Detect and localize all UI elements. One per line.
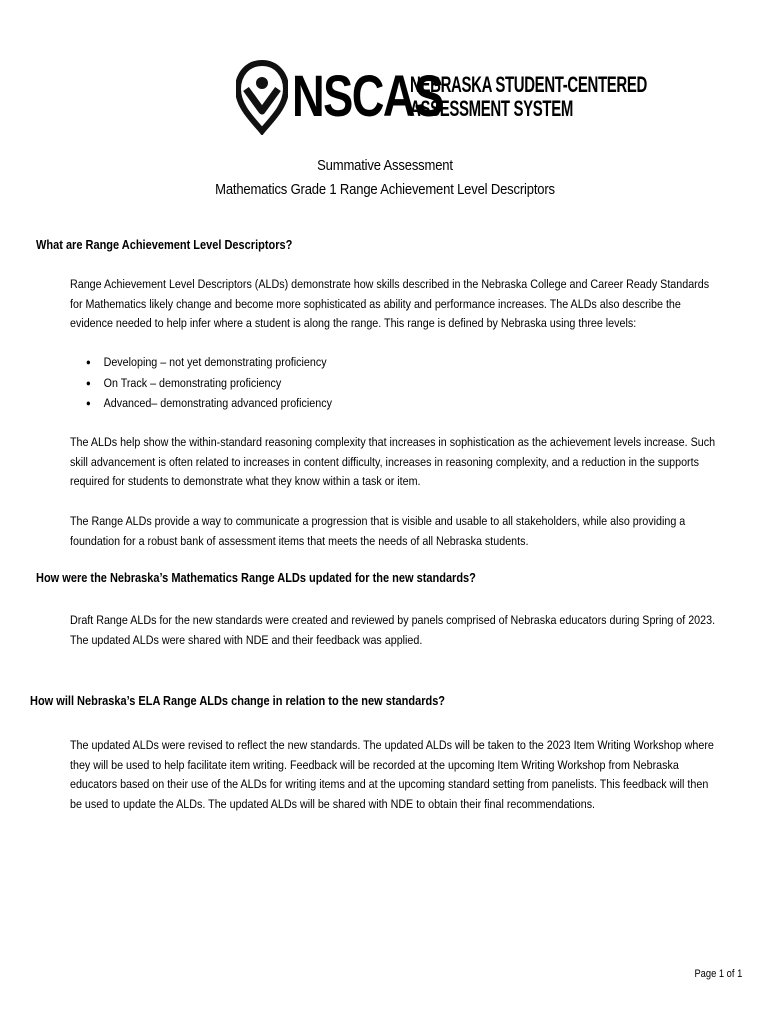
logo-name: NSCAS <box>292 64 443 129</box>
title-line-2: Mathematics Grade 1 Range Achievement Level Descriptors <box>215 182 555 198</box>
bullet-icon: ● <box>86 357 91 367</box>
section-heading-what-are-alds: What are Range Achievement Level Descriptors? <box>36 238 293 252</box>
list-item-text: On Track – demonstrating proficiency <box>103 375 282 390</box>
title-line-1: Summative Assessment <box>317 158 453 174</box>
paragraph-updated-alds: The updated ALDs were revised to reflect the new standards. The updated ALDs will be taken to the 2023 Item Writing Workshop where they will be used to help facilitate item writing. Feedback will be recorded at the upcoming Item Writing Workshop from Nebraska educators based on their use of the ALDs for writing items and at the upcoming standard setting from panelists. This feedback will then be used to update the ALDs. The updated ALDs will be shared with NDE to obtain their final recommendations. <box>70 738 714 811</box>
logo-tagline-line1: NEBRASKA STUDENT-CENTERED <box>410 72 647 97</box>
paragraph-range-alds-progression: The Range ALDs provide a way to communicate a progression that is visible and usable to all stakeholders, while also providing a foundation for a robust bank of assessment items that meets the needs of all Nebraska students. <box>70 514 686 548</box>
logo-tagline-line2: ASSESSMENT SYSTEM <box>410 96 573 121</box>
section-heading-how-updated: How were the Nebraska’s Mathematics Range ALDs updated for the new standards? <box>36 571 476 585</box>
paragraph-alds-intro: Range Achievement Level Descriptors (ALDs) demonstrate how skills described in the Nebraska College and Career Ready Standards for Mathematics likely change and become more sophisticated as ability and performance increases. The ALDs also describe the evidence needed to help infer where a student is along the range. This range is defined by Nebraska using three levels: <box>70 277 710 330</box>
list-item <box>86 352 332 373</box>
paragraph-reasoning-complexity: The ALDs help show the within-standard reasoning complexity that increases in sophistication as the achievement levels increase. Such skill advancement is often related to increases in content difficulty, increases in reasoning complexity, and a reduction in the supports required for students to demonstrate what they know within a task or item. <box>70 435 716 488</box>
section-heading-how-change: How will Nebraska’s ELA Range ALDs change in relation to the new standards? <box>30 694 446 708</box>
paragraph-draft-range-alds: Draft Range ALDs for the new standards were created and reviewed by panels comprised of Nebraska educators during Spring of 2023. The updated ALDs were shared with NDE and their feedback was applied. <box>70 613 716 647</box>
bullet-icon: ● <box>86 398 91 408</box>
list-item-text: Developing – not yet demonstrating proficiency <box>103 355 327 369</box>
logo-tagline <box>410 73 647 121</box>
list-item-text: Advanced– demonstrating advanced proficiency <box>103 396 332 410</box>
levels-list <box>86 352 332 414</box>
bullet-icon: ● <box>86 377 91 388</box>
list-item <box>86 373 332 394</box>
document-title <box>0 154 770 202</box>
page-number: Page 1 of 1 <box>694 968 742 980</box>
nscas-logo <box>236 58 758 136</box>
nscas-emblem-icon <box>236 59 288 135</box>
list-item <box>86 393 332 414</box>
